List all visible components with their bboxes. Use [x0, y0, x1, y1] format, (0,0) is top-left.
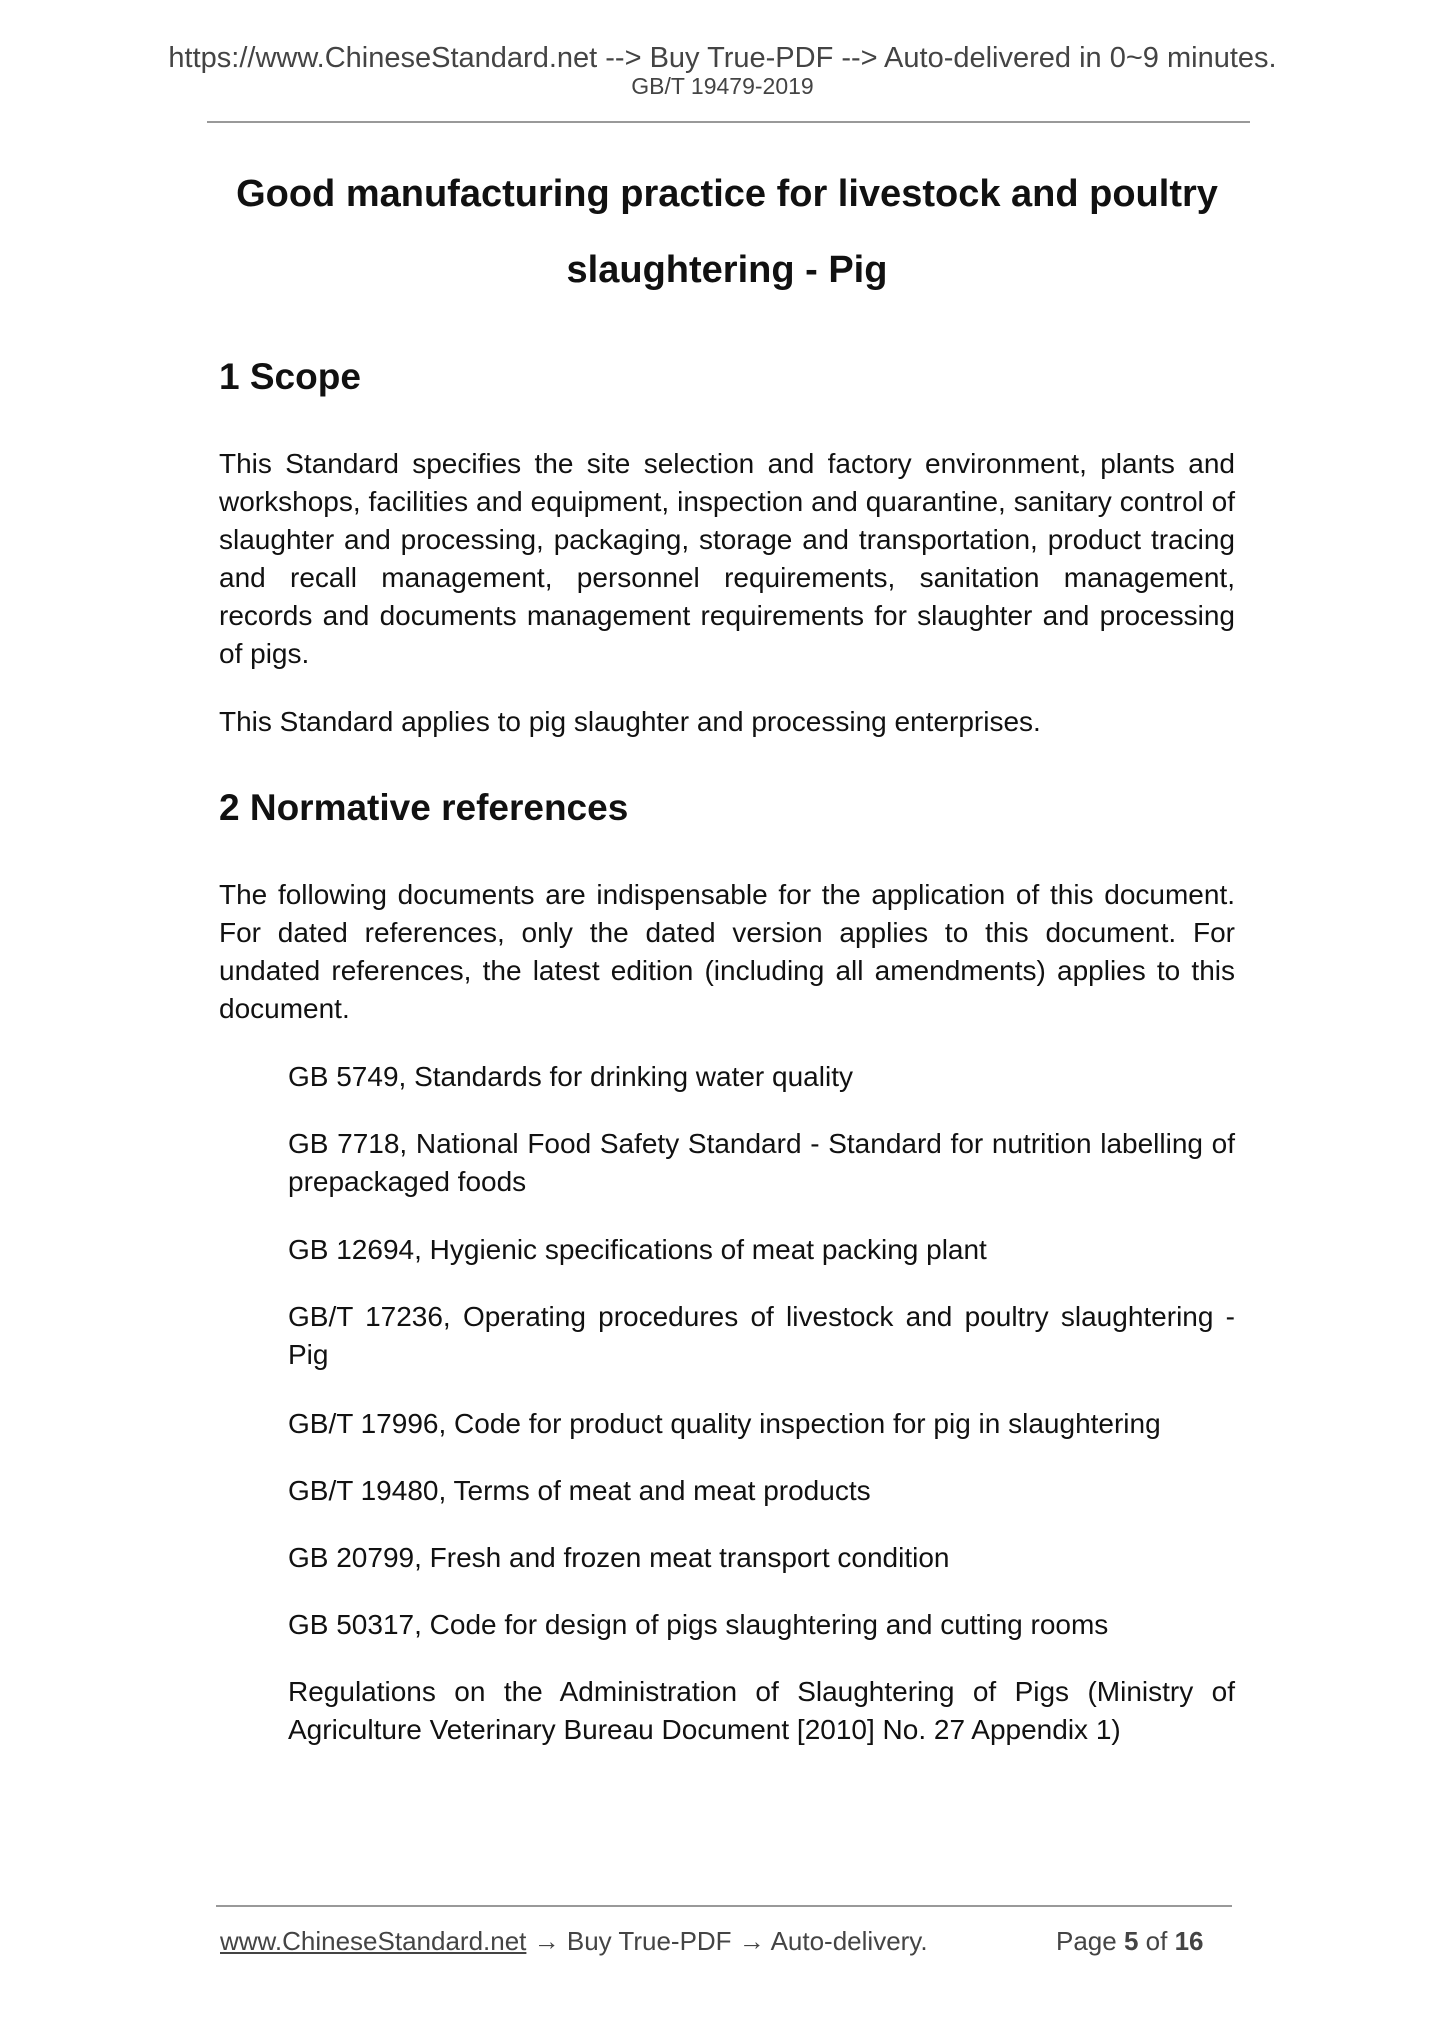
header-banner: https://www.ChineseStandard.net --> Buy True-PDF --> Auto-delivered in 0~9 minutes. [168, 42, 1277, 74]
section-heading-normative-references: 2 Normative references [219, 787, 629, 828]
scope-paragraph-2: This Standard applies to pig slaughter and processing enterprises. [219, 706, 1041, 737]
scope-paragraph-1: This Standard specifies the site selection and factory environment, plants and workshops, facilities and equipment, inspection and quarantine, sanitary control of slaughter and processing, packaging, storage and transportation, product tracing and recall management, personnel requirements, sanitation management, records and documents management requirements for slaughter and processing of pigs. [219, 448, 1235, 669]
document-title: Good manufacturing practice for livestock and poultry slaughtering - Pig [236, 173, 1218, 291]
section-heading-scope: 1 Scope [219, 356, 361, 397]
reference-item: GB/T 17996, Code for product quality inspection for pig in slaughtering [288, 1408, 1161, 1439]
footer-divider [216, 1905, 1232, 1907]
reference-item: GB/T 19480, Terms of meat and meat products [288, 1475, 871, 1506]
footer-text: → Buy True-PDF → Auto-delivery. [526, 1926, 928, 1956]
doc-code: GB/T 19479-2019 [631, 73, 814, 99]
reference-item: GB 50317, Code for design of pigs slaughtering and cutting rooms [288, 1609, 1109, 1640]
page-number: 5 [1123, 1926, 1139, 1956]
references-intro: The following documents are indispensable for the application of this document. For dated references, only the dated version applies to this document. For undated references, the latest edition (including all amendments) applies to this document. [219, 879, 1235, 1024]
reference-item: GB 5749, Standards for drinking water quality [288, 1061, 853, 1092]
reference-item: GB 20799, Fresh and frozen meat transport condition [288, 1542, 950, 1573]
page-total: 16 [1174, 1926, 1204, 1956]
reference-item: GB 12694, Hygienic specifications of meat packing plant [288, 1234, 987, 1265]
footer-left [220, 1923, 928, 1959]
of-label: of [1145, 1926, 1168, 1956]
reference-item: GB 7718, National Food Safety Standard - Standard for nutrition labelling of prepackaged foods [288, 1128, 1235, 1197]
reference-item: GB/T 17236, Operating procedures of livestock and poultry slaughtering - Pig [288, 1301, 1235, 1370]
footer-site-link[interactable]: www.ChineseStandard.net [220, 1926, 527, 1956]
page-label: Page [1056, 1926, 1117, 1956]
header-divider [207, 121, 1250, 123]
reference-item: Regulations on the Administration of Slaughtering of Pigs (Ministry of Agriculture Veterinary Bureau Document [2010] No. 27 Appendix 1) [288, 1676, 1235, 1745]
page-indicator [1056, 1923, 1204, 1959]
